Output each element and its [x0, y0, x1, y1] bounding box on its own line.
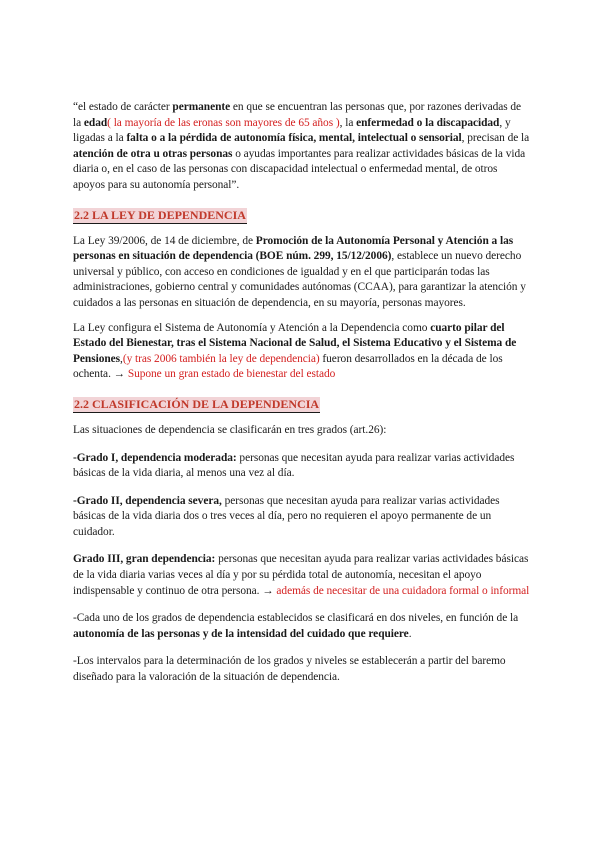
paragraph-ley: La Ley 39/2006, de 14 de diciembre, de Promoción de la Autonomía Personal y Atención a las personas en situación de dependencia (BOE núm. 299, 15/12/2006), establece un nuevo derecho universal y público, con acceso en condiciones de igualdad y en el que participarán todas las administraciones, gobierno central y comunidades autónomas (CCAA), para garantizar la atención y cuidados a las personas en situación de dependencia, en su mayoría, personas mayores. [73, 234, 526, 309]
paragraph-sistema: La Ley configura el Sistema de Autonomía y Atención a la Dependencia como cuarto pilar del Estado del Bienestar, tras el Sistema Nacional de Salud, el Sistema Educativo y el Sistema de Pensiones,(y tras 2006 también la ley de dependencia) fueron desarrollados en la década de los ochenta. → Supone un gran estado de bienestar del estado [73, 321, 517, 381]
paragraph-intervalos: -Los intervalos para la determinación de los grados y niveles se establecerán a partir del baremo diseñado para la valoración de la situación de dependencia. [73, 655, 506, 684]
list-item-grado-1: -Grado I, dependencia moderada: personas que necesitan ayuda para realizar varias actividades básicas de la vida diaria, al menos una vez al día. [73, 451, 515, 480]
section-heading-ley: 2.2 LA LEY DE DEPENDENCIA [74, 207, 246, 222]
list-item-grado-2: -Grado II, dependencia severa, personas que necesitan ayuda para realizar varias actividades básicas de la vida diaria dos o tres veces al día, pero no requieren el apoyo permanente de un cuidador. [73, 494, 500, 538]
annotation-red: además de necesitar de una cuidadora formal o informal [276, 584, 530, 597]
paragraph-definition: “el estado de carácter permanente en que se encuentran las personas que, por razones derivadas de la edad( la mayoría de las eronas son mayores de 65 años ), la enfermedad o la discapacidad, y ligadas a la falta o a la pérdida de autonomía física, mental, intelectual o sensorial, precisan de la atención de otra u otras personas o ayudas importantes para realizar actividades básicas de la vida diaria o, en el caso de las personas con discapacidad intelectual o enfermedad mental, de otros apoyos para su autonomía personal”. [73, 101, 530, 191]
annotation-red: (y tras 2006 también la ley de dependencia) [122, 352, 320, 365]
paragraph-grados-intro: Las situaciones de dependencia se clasificarán en tres grados (art.26): [73, 423, 387, 436]
paragraph-niveles: -Cada uno de los grados de dependencia establecidos se clasificará en dos niveles, en función de la autonomía de las personas y de la intensidad del cuidado que requiere. [73, 612, 519, 640]
list-item-grado-3: Grado III, gran dependencia: personas que necesitan ayuda para realizar varias actividades básicas de la vida diaria varias veces al día y por su pérdida total de autonomía, necesitan el apoyo indispensable y continuo de otra persona. → además de necesitar de una cuidadora formal o informal [73, 553, 530, 597]
section-heading-clasificacion: 2.2 CLASIFICACIÓN DE LA DEPENDENCIA [74, 396, 320, 411]
annotation-red: ( la mayoría de las eronas son mayores de 65 años ) [107, 116, 340, 129]
heading-ley-wrap [73, 206, 530, 222]
annotation-red: Supone un gran estado de bienestar del estado [127, 368, 336, 381]
heading-clasificacion-wrap [73, 395, 530, 411]
